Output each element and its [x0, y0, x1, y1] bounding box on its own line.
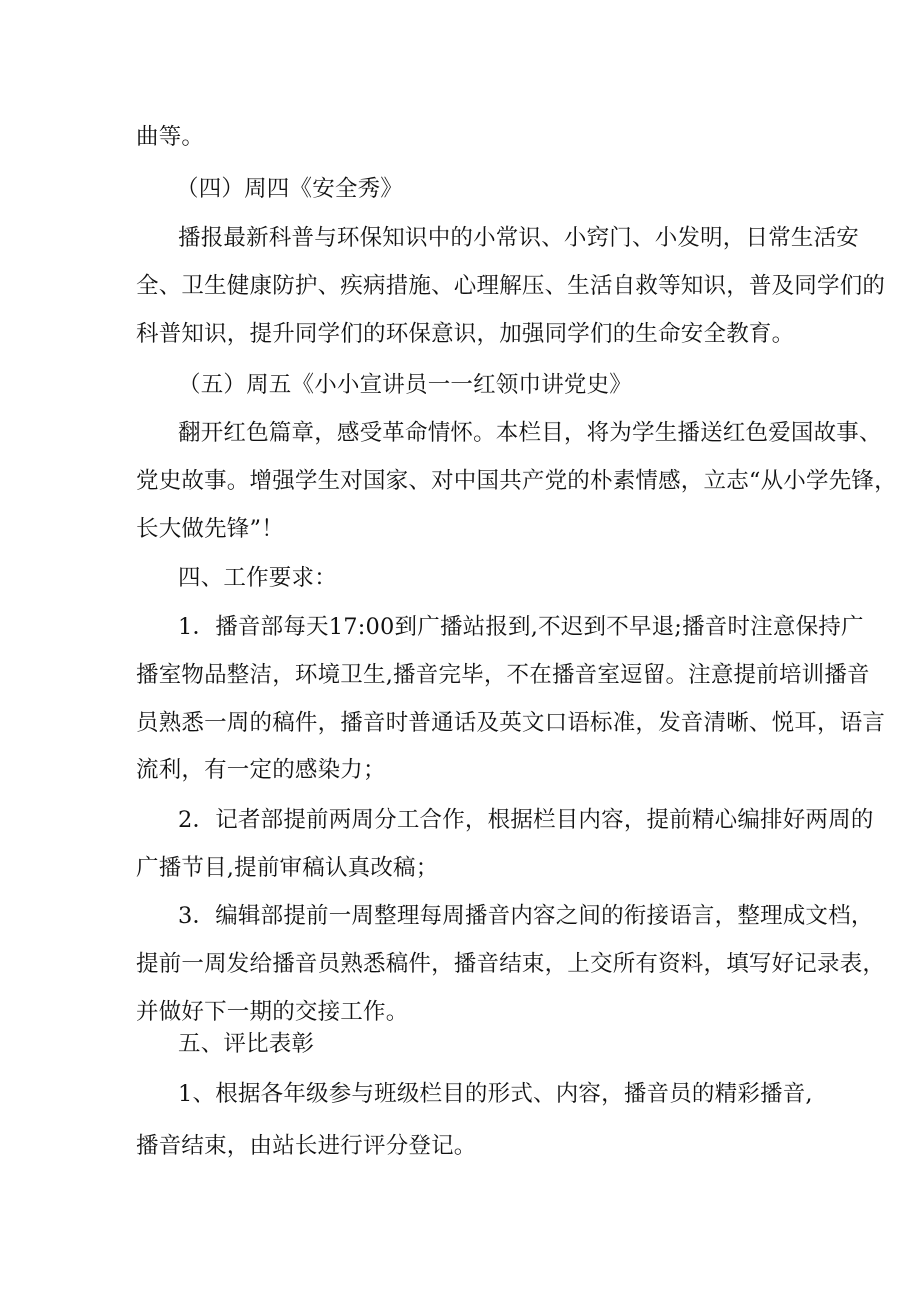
text-line: 广播节目,提前审稿认真改稿； [136, 855, 439, 881]
text-line: 全、卫生健康防护、疾病措施、心理解压、生活自救等知识，普及同学们的 [136, 273, 886, 299]
text-line: 1、根据各年级参与班级栏目的形式、内容，播音员的精彩播音, [178, 1081, 813, 1107]
text-line: 并做好下一期的交接工作。 [136, 999, 409, 1025]
text-line: 党史故事。增强学生对国家、对中国共产党的朴素情感，立志“从小学先锋， [136, 468, 897, 494]
section-heading: （五）周五《小小宣讲员一一红领巾讲党史》 [178, 372, 633, 398]
text-line: 翻开红色篇章，感受革命情怀。本栏目，将为学生播送红色爱国故事、 [178, 420, 882, 446]
text-line: 播报最新科普与环保知识中的小常识、小窍门、小发明，日常生活安 [178, 225, 860, 251]
section-heading: 四、工作要求： [178, 565, 337, 591]
text-line: 1．播音部每天17:00到广播站报到,不迟到不早退;播音时注意保持广 [178, 614, 864, 640]
text-line: 3．编辑部提前一周整理每周播音内容之间的衔接语言，整理成文档， [178, 903, 874, 929]
text-line: 播音结束，由站长进行评分登记。 [136, 1133, 477, 1159]
section-heading: （四）周四《安全秀》 [176, 176, 404, 202]
text-line: 员熟悉一周的稿件，播音时普通话及英文口语标准，发音清晰、悦耳，语言 [136, 710, 886, 736]
text-line: 提前一周发给播音员熟悉稿件，播音结束，上交所有资料，填写好记录表， [136, 951, 886, 977]
text-line: 2．记者部提前两周分工合作，根据栏目内容，提前精心编排好两周的 [178, 807, 874, 833]
text-line: 曲等。 [136, 124, 205, 150]
text-line: 科普知识，提升同学们的环保意识，加强同学们的生命安全教育。 [136, 321, 795, 347]
section-heading: 五、评比表彰 [178, 1031, 315, 1057]
text-line: 播室物品整洁，环境卫生,播音完毕，不在播音室逗留。注意提前培训播音 [136, 662, 870, 688]
text-line: 长大做先锋”！ [136, 516, 284, 542]
text-line: 流利，有一定的感染力； [136, 757, 386, 783]
